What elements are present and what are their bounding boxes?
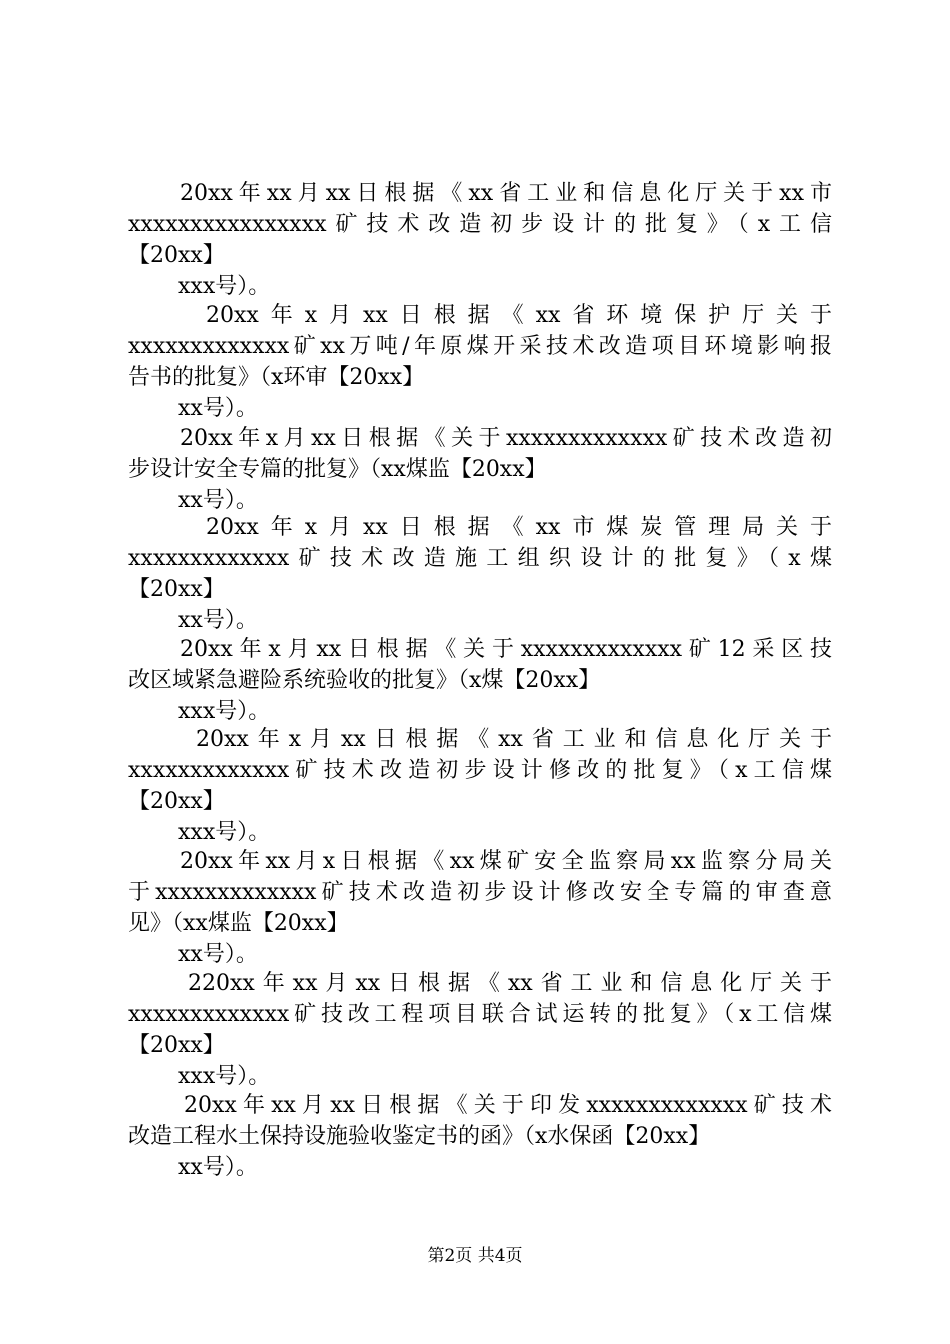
entry-4-line-1: 20xx年x月xx日根据《xx市煤炭管理局关于 — [206, 515, 832, 540]
entry-5-line-4: xxx号）。 — [178, 699, 271, 724]
entry-9-line-4: xx号）。 — [178, 1155, 258, 1180]
entry-1-line-4: xxx号）。 — [178, 274, 271, 299]
paragraph-entry-3 — [128, 423, 832, 516]
entry-9-line-1: 20xx年xx月xx日根据《关于印发xxxxxxxxxxxxx矿技术 — [184, 1093, 832, 1118]
entry-1-line-2: xxxxxxxxxxxxxxxx矿技术改造初步设计的批复》（x工信 — [128, 212, 832, 237]
entry-7-line-3: 见》（xx煤监【20xx】 — [128, 911, 349, 936]
entry-8-line-4: xxx号）。 — [178, 1064, 271, 1089]
entry-8-line-3: 【20xx】 — [128, 1033, 225, 1058]
entry-4-line-4: xx号）。 — [178, 608, 258, 633]
paragraph-entry-7 — [128, 846, 832, 970]
entry-2-line-1: 20xx年x月xx日根据《xx省环境保护厅关于 — [206, 303, 832, 328]
entry-7-line-4: xx号）。 — [178, 942, 258, 967]
entry-5-line-2: 改区域紧急避险系统验收的批复》（x煤【20xx】 — [128, 668, 601, 693]
entry-1-line-1: 20xx年xx月xx日根据《xx省工业和信息化厅关于xx市 — [180, 181, 832, 206]
paragraph-entry-5 — [128, 634, 832, 727]
entry-3-line-4: xx号）。 — [178, 488, 258, 513]
paragraph-entry-1 — [128, 178, 832, 302]
entry-4-line-2: xxxxxxxxxxxxx矿技术改造施工组织设计的批复》（x煤 — [128, 546, 832, 571]
entry-7-line-1: 20xx年xx月x日根据《xx煤矿安全监察局xx监察分局关 — [180, 849, 832, 874]
entry-6-line-4: xxx号）。 — [178, 820, 271, 845]
entry-8-line-1: 220xx年xx月xx日根据《xx省工业和信息化厅关于 — [188, 971, 832, 996]
paragraph-entry-9 — [128, 1090, 832, 1183]
entry-2-line-3: 告书的批复》（x环审【20xx】 — [128, 365, 425, 390]
entry-2-line-4: xx号）。 — [178, 396, 258, 421]
entry-3-line-2: 步设计安全专篇的批复》（xx煤监【20xx】 — [128, 457, 547, 482]
entry-4-line-3: 【20xx】 — [128, 577, 225, 602]
entry-6-line-1: 20xx年x月xx日根据《xx省工业和信息化厅关于 — [196, 727, 832, 752]
entry-6-line-2: xxxxxxxxxxxxx矿技术改造初步设计修改的批复》（x工信煤 — [128, 758, 832, 783]
entry-7-line-2: 于xxxxxxxxxxxxx矿技术改造初步设计修改安全专篇的审查意 — [128, 880, 832, 905]
entry-8-line-2: xxxxxxxxxxxxx矿技改工程项目联合试运转的批复》（x工信煤 — [128, 1002, 832, 1027]
entry-1-line-3: 【20xx】 — [128, 243, 225, 268]
paragraph-entry-8 — [128, 968, 832, 1092]
paragraph-entry-2 — [128, 300, 832, 424]
entry-9-line-2: 改造工程水土保持设施验收鉴定书的函》（x水保函【20xx】 — [128, 1124, 711, 1149]
paragraph-entry-6 — [128, 724, 832, 848]
entry-5-line-1: 20xx年x月xx日根据《关于xxxxxxxxxxxxx矿12采区技 — [180, 637, 832, 662]
entry-6-line-3: 【20xx】 — [128, 789, 225, 814]
entry-3-line-1: 20xx年x月xx日根据《关于xxxxxxxxxxxxx矿技术改造初 — [180, 426, 832, 451]
entry-2-line-2: xxxxxxxxxxxxx矿xx万吨/年原煤开采技术改造项目环境影响报 — [128, 334, 832, 359]
paragraph-entry-4 — [128, 512, 832, 636]
page-number-footer: 第2页 共4页 — [427, 1246, 523, 1266]
